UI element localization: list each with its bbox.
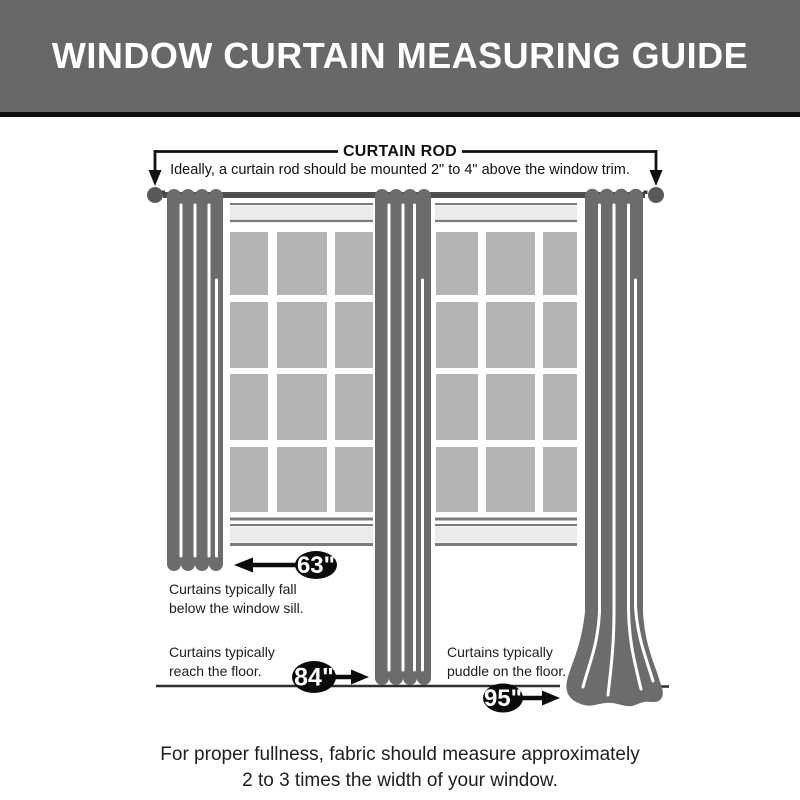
window-sill-left — [230, 519, 373, 545]
window-top-trim — [435, 206, 577, 221]
curtain-panel-sill-length — [167, 189, 223, 571]
annotation-sill — [169, 580, 304, 618]
window-pane — [230, 232, 268, 295]
window-panes-right — [436, 232, 577, 512]
measurement-95: 95" — [483, 685, 523, 712]
page-title: WINDOW CURTAIN MEASURING GUIDE — [51, 35, 749, 76]
window-pane — [335, 374, 373, 440]
window-pane — [277, 232, 327, 295]
window-pane — [436, 302, 478, 368]
annotation-line: Curtains typically fall — [169, 581, 297, 597]
window-pane — [543, 232, 577, 295]
footer-line: For proper fullness, fabric should measure approximately — [160, 744, 640, 765]
window-pane — [335, 447, 373, 512]
window-pane — [335, 302, 373, 368]
footer-note — [0, 742, 800, 794]
finial-left — [147, 187, 163, 203]
annotation-line: reach the floor. — [169, 663, 262, 679]
annotation-line: Curtains typically — [169, 644, 275, 660]
window-pane — [543, 447, 577, 512]
footer-line: 2 to 3 times the width of your window. — [242, 770, 558, 791]
window-pane — [486, 374, 535, 440]
callout-95 — [483, 684, 560, 713]
measurement-84: 84" — [294, 663, 334, 692]
curtain-panel-puddle-length — [566, 189, 662, 706]
window-top-trim — [230, 206, 373, 221]
callout-63 — [234, 551, 337, 579]
annotation-line: below the window sill. — [169, 600, 304, 616]
annotation-line: puddle on the floor. — [447, 663, 567, 679]
window-pane — [436, 232, 478, 295]
rod-label: CURTAIN ROD — [342, 143, 458, 160]
annotation-line: Curtains typically — [447, 644, 553, 660]
window-sill-right — [435, 519, 577, 545]
window-pane — [277, 302, 327, 368]
window-pane — [230, 374, 268, 440]
window-panes-left — [230, 232, 373, 512]
window-pane — [335, 232, 373, 295]
arrow-left-icon — [234, 558, 253, 573]
measurement-63: 63" — [296, 552, 336, 579]
window-right — [435, 204, 577, 545]
curtain-panel-floor-length — [375, 189, 431, 685]
window-pane — [436, 447, 478, 512]
window-pane — [486, 447, 535, 512]
window-pane — [277, 447, 327, 512]
finial-right — [648, 187, 664, 203]
window-pane — [486, 232, 535, 295]
window-pane — [436, 374, 478, 440]
arrow-right-icon — [351, 670, 369, 685]
annotation-floor — [169, 643, 275, 681]
window-pane — [230, 302, 268, 368]
window-pane — [277, 374, 327, 440]
arrow-right-icon — [542, 691, 560, 706]
rod-note: Ideally, a curtain rod should be mounted 2" to 4" above the window trim. — [170, 162, 630, 178]
window-pane — [543, 302, 577, 368]
window-left — [230, 204, 373, 545]
callout-84 — [292, 661, 369, 693]
rod-end-right — [644, 191, 648, 195]
window-pane — [543, 374, 577, 440]
annotation-puddle — [447, 643, 566, 681]
window-pane — [486, 302, 535, 368]
window-pane — [230, 447, 268, 512]
